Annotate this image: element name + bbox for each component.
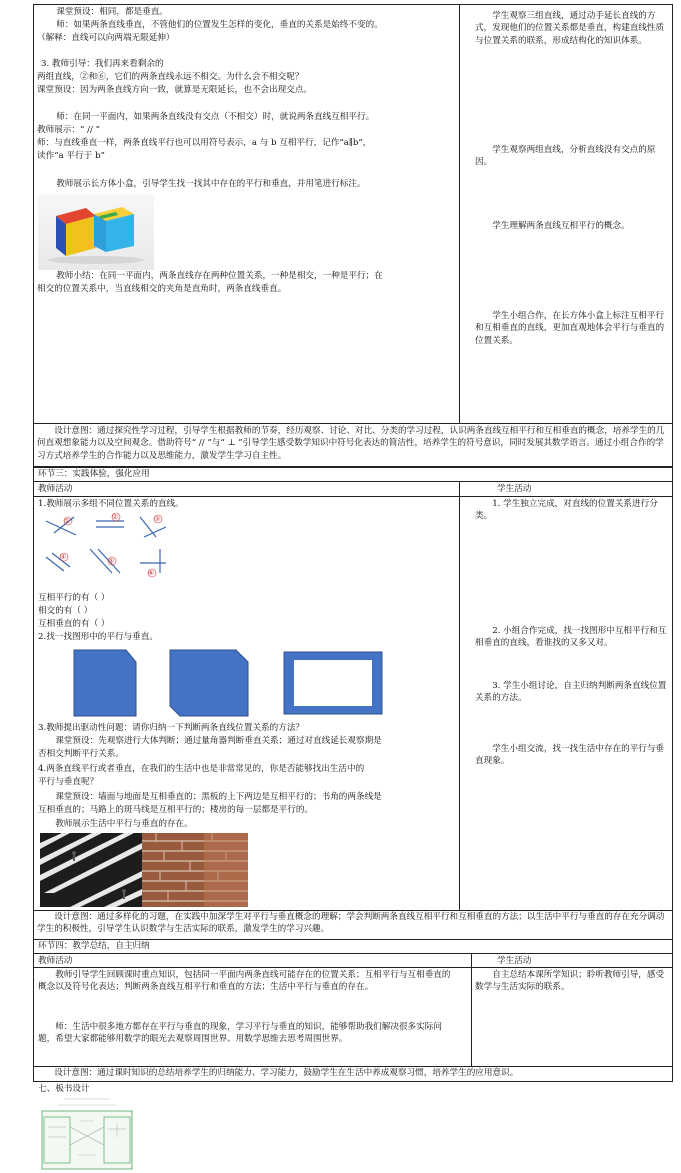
section3-title: 环节三：实践体验，强化应用 xyxy=(38,469,150,479)
text-line: 否相交判断平行关系。 xyxy=(38,749,124,759)
text-line: 课堂预设：因为两条直线方向一致，就算是无限延长，也不会出现交点。 xyxy=(37,85,313,95)
text-line: 教师展示长方体小盒，引导学生找一找其中存在的平行和垂直，并用笔进行标注。 xyxy=(56,179,366,189)
text-line: 互相平行的有（ ） xyxy=(38,593,110,603)
teacher-paragraph: 师：生活中很多地方都存在平行与垂直的现象，学习平行与垂直的知识，能够帮助我们解决很多实际问题，希望大家都能够用数学的眼光去观察周围世界、用数学思维去思考周围世界。 xyxy=(38,1022,442,1045)
text-line: （解释：直线可以向两端无限延伸） xyxy=(37,33,175,43)
line-label-6: ⑥ xyxy=(148,569,155,577)
text-line: 教师展示：“ // ” xyxy=(37,125,101,135)
section4-head-student: 学生活动 xyxy=(497,956,532,966)
text-line: 1.教师展示多组不同位置关系的直线。 xyxy=(38,499,184,509)
student-paragraph: 3. 学生小组讨论，自主归纳判断两条直线位置关系的方法。 xyxy=(475,681,667,704)
section4-header-row xyxy=(33,953,673,968)
text-line: 平行与垂直呢？ xyxy=(38,777,99,787)
design-intent-1: 设计意图：通过探究性学习过程，引导学生根据教师的节奏，经历观察、讨论、对比、分类的学习过程，认识两条直线互相平行和互相垂直的概念，培养学生的几何直观想象能力以及空间观念。借助符号“ // ”与“ ⊥ ”引导学生感受数学知识中符号化表达的简洁性，培养学生的符号意识，同时发展其数学语言。通过小组合作的学习方式培养学生的合作能力以及思维能力，激发学生学习自主性。 xyxy=(37,426,665,461)
text-line: 读作“a 平行于 b” xyxy=(37,151,105,161)
line-label-4: ④ xyxy=(60,553,67,561)
section3-head-teacher: 教师活动 xyxy=(38,484,73,494)
section3-header-row xyxy=(33,481,673,497)
text-line: 课堂预设：先观察进行大体判断；通过量角器判断垂直关系；通过对直线延长观察期是 xyxy=(55,736,382,746)
text-line: 3. 教师引导：我们再来看剩余的 xyxy=(41,59,164,69)
design-intent-4: 设计意图：通过课时知识的总结培养学生的归纳能力、学习能力，鼓励学生在生活中养成观察习惯，培养学生的应用意识。 xyxy=(54,1068,519,1078)
cube-box-photo xyxy=(38,194,154,270)
text-line: 互相垂直的；马路上的斑马线是互相平行的；楼房的每一层都是平行的。 xyxy=(38,805,314,815)
text-line: 两组直线，②和⑥，它们的两条直线永远不相交。为什么会不相交呢？ xyxy=(37,72,304,82)
text-line: 教师展示生活中平行与垂直的存在。 xyxy=(55,819,193,829)
text-line: 师：如果两条直线垂直，不管他们的位置发生怎样的变化，垂直的关系是始终不变的。 xyxy=(56,20,383,30)
text-line: 课堂预设：墙面与地面是互相垂直的；黑板的上下两边是互相平行的；书角的两条线是 xyxy=(55,792,382,802)
section4-title: 环节四：教学总结，自主归纳 xyxy=(38,941,150,951)
student-paragraph: 1. 学生独立完成，对直线的位置关系进行分类。 xyxy=(475,499,658,522)
student-paragraph: 自主总结本课所学知识；聆听教师引导，感受数学与生活实际的联系。 xyxy=(475,970,665,993)
student-paragraph: 学生观察两组直线，分析直线没有交点的原因。 xyxy=(475,145,656,168)
section7-title: 七、板书设计 xyxy=(38,1084,90,1094)
text-line: 师：与直线垂直一样，两条直线平行也可以用符号表示，a 与 b 互相平行，记作“a∥b”， xyxy=(37,138,372,148)
section1-column-divider xyxy=(459,4,460,424)
section1-teacher-cell xyxy=(35,6,459,422)
design-intent-3: 设计意图：通过多样化的习题，在实践中加深学生对平行与垂直概念的理解；学会判断两条直线互相平行和互相垂直的方法；以生活中平行与垂直的存在充分调动学生的积极性，引导学生认识数学与生活实际的联系，激发学生的学习兴趣。 xyxy=(37,912,665,935)
section4-column-divider xyxy=(471,953,472,1067)
brick-wall-photo xyxy=(142,833,248,907)
line-label-5: ⑤ xyxy=(108,557,115,565)
student-paragraph: 学生理解两条直线互相平行的概念。 xyxy=(492,221,630,231)
section3-head-student: 学生活动 xyxy=(497,484,532,494)
line-label-2: ② xyxy=(112,513,119,521)
shapes-figure xyxy=(72,648,392,718)
text-line: 3.教师提出驱动性问题：请你归纳一下判断两条直线位置关系的方法？ xyxy=(38,723,305,733)
line-label-1: ① xyxy=(64,517,71,525)
text-line: 师：在同一平面内，如果两条直线没有交点（不相交）时，就说两条直线互相平行。 xyxy=(56,112,375,122)
student-paragraph: 2. 小组合作完成，找一找图形中互相平行和互相垂直的直线，看谁找的又多又对。 xyxy=(475,626,667,649)
section3-column-divider xyxy=(459,481,460,911)
line-label-3: ③ xyxy=(154,515,161,523)
section4-head-teacher: 教师活动 xyxy=(38,956,73,966)
text-line: 4.两条直线平行或者垂直，在我们的生活中也是非常常见的，你是否能够找出生活中的 xyxy=(38,764,365,774)
text-line: 互相垂直的有（ ） xyxy=(38,619,110,629)
section1-student-cell xyxy=(471,8,667,418)
text-line: 2.找一找图形中的平行与垂直。 xyxy=(38,632,158,642)
text-line: 相交的有（ ） xyxy=(38,606,93,616)
zebra-crossing-photo xyxy=(40,833,142,907)
text-line: 教师小结：在同一平面内，两条直线存在两种位置关系，一种是相交，一种是平行；在 xyxy=(56,271,383,281)
student-paragraph: 学生小组合作，在长方体小盒上标注互相平行和互相垂直的直线，更加直观地体会平行与垂直的位置关系。 xyxy=(475,311,665,346)
teacher-paragraph: 教师引导学生回顾课时重点知识，包括同一平面内两条直线可能存在的位置关系；互相平行与互相垂直的概念以及符号化表达；判断两条直线互相平行和垂直的方法；生活中平行与垂直的存在。 xyxy=(38,970,451,993)
student-paragraph: 学生观察三组直线，通过动手延长直线的方式，发现他们的位置关系都是垂直，构建直线性质与位置关系的联系，形成结构化的知识体系。 xyxy=(475,11,665,46)
text-line: 相交的位置关系中，当直线相交的夹角是直角时，两条直线垂直。 xyxy=(37,284,287,294)
text-line: 课堂预设：相同，都是垂直。 xyxy=(56,7,168,17)
blackboard-design-image xyxy=(40,1097,134,1171)
student-paragraph: 学生小组交流，找一找生活中存在的平行与垂直现象。 xyxy=(475,744,665,767)
